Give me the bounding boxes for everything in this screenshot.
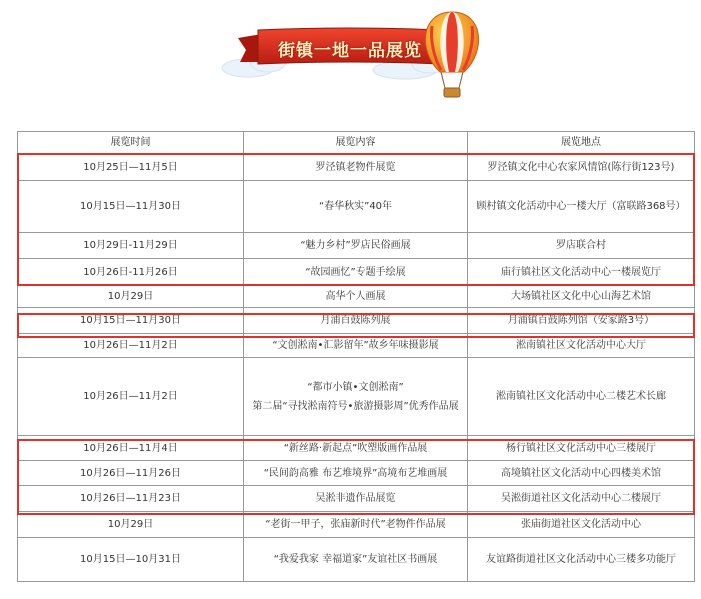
cell-place: 吴淞街道社区文化活动中心二楼展厅 xyxy=(468,486,695,512)
table-body xyxy=(18,154,695,582)
cell-content: “春华秋实”40年 xyxy=(244,181,468,233)
cell-content: “都市小镇•文创淞南” 第二届“寻找淞南符号•旅游摄影周”优秀作品展 xyxy=(244,358,468,436)
table-row xyxy=(18,512,695,538)
table-row xyxy=(18,358,695,436)
cell-content: “魅力乡村”罗店民俗画展 xyxy=(244,233,468,259)
cell-time: 10月29日-11月29日 xyxy=(18,233,244,259)
table-row xyxy=(18,308,695,334)
hot-air-balloon-icon xyxy=(425,12,478,97)
cell-time: 10月26日—11月26日 xyxy=(18,461,244,486)
cell-time: 10月26日—11月23日 xyxy=(18,486,244,512)
table-row xyxy=(18,538,695,582)
cell-place: 罗店联合村 xyxy=(468,233,695,259)
cell-time: 10月26日—11月2日 xyxy=(18,358,244,436)
cell-time: 10月29日 xyxy=(18,512,244,538)
exhibition-table xyxy=(17,131,695,582)
cell-content: “我爱我家 幸福道家”友谊社区书画展 xyxy=(244,538,468,582)
cell-content: 月浦百鼓陈列展 xyxy=(244,308,468,334)
table-row xyxy=(18,461,695,486)
table-row xyxy=(18,286,695,308)
table-header-row xyxy=(18,132,695,154)
cell-time: 10月26日—11月4日 xyxy=(18,436,244,461)
cell-time: 10月26日-11月26日 xyxy=(18,259,244,286)
header-time: 展览时间 xyxy=(18,132,244,154)
cell-place: 庙行镇社区文化活动中心一楼展览厅 xyxy=(468,259,695,286)
table-row xyxy=(18,233,695,259)
cell-time: 10月15日—11月30日 xyxy=(18,308,244,334)
cell-place: 大场镇社区文化中心山海艺术馆 xyxy=(468,286,695,308)
header-place: 展览地点 xyxy=(468,132,695,154)
cell-place: 淞南镇社区文化活动中心二楼艺术长廊 xyxy=(468,358,695,436)
table-row xyxy=(18,181,695,233)
cell-content: “民间韵高雅 布艺堆境界”高境布艺堆画展 xyxy=(244,461,468,486)
cell-content: “新丝路·新起点”吹塑版画作品展 xyxy=(244,436,468,461)
cell-content: “文创淞南•汇影留年”故乡年味摄影展 xyxy=(244,334,468,358)
header-content: 展览内容 xyxy=(244,132,468,154)
table-row xyxy=(18,154,695,181)
cell-time: 10月15日—11月30日 xyxy=(18,181,244,233)
cell-content: 罗泾镇老物件展览 xyxy=(244,154,468,181)
banner-title: 街镇一地一品展览 xyxy=(278,41,422,61)
cell-content: “故园画忆”专题手绘展 xyxy=(244,259,468,286)
cell-place: 高境镇社区文化活动中心四楼美术馆 xyxy=(468,461,695,486)
cell-place: 罗泾镇文化中心农家风情馆(陈行街123号) xyxy=(468,154,695,181)
table-row xyxy=(18,334,695,358)
cell-place: 张庙街道社区文化活动中心 xyxy=(468,512,695,538)
cell-content: 高华个人画展 xyxy=(244,286,468,308)
cell-time: 10月15日—10月31日 xyxy=(18,538,244,582)
cell-place: 淞南镇社区文化活动中心大厅 xyxy=(468,334,695,358)
cell-place: 月浦镇百鼓陈列馆（安家路3号） xyxy=(468,308,695,334)
cell-time: 10月29日 xyxy=(18,286,244,308)
cell-time: 10月26日—11月2日 xyxy=(18,334,244,358)
cell-place: 友谊路街道社区文化活动中心三楼多功能厅 xyxy=(468,538,695,582)
cell-time: 10月25日—11月5日 xyxy=(18,154,244,181)
table-row xyxy=(18,486,695,512)
table-row xyxy=(18,436,695,461)
cell-place: 顾村镇文化活动中心一楼大厅（富联路368号） xyxy=(468,181,695,233)
cell-place: 杨行镇社区文化活动中心三楼展厅 xyxy=(468,436,695,461)
table-row xyxy=(18,259,695,286)
cell-content: 吴淞非遗作品展览 xyxy=(244,486,468,512)
cell-content: “老街一甲子，张庙新时代”老物件作品展 xyxy=(244,512,468,538)
